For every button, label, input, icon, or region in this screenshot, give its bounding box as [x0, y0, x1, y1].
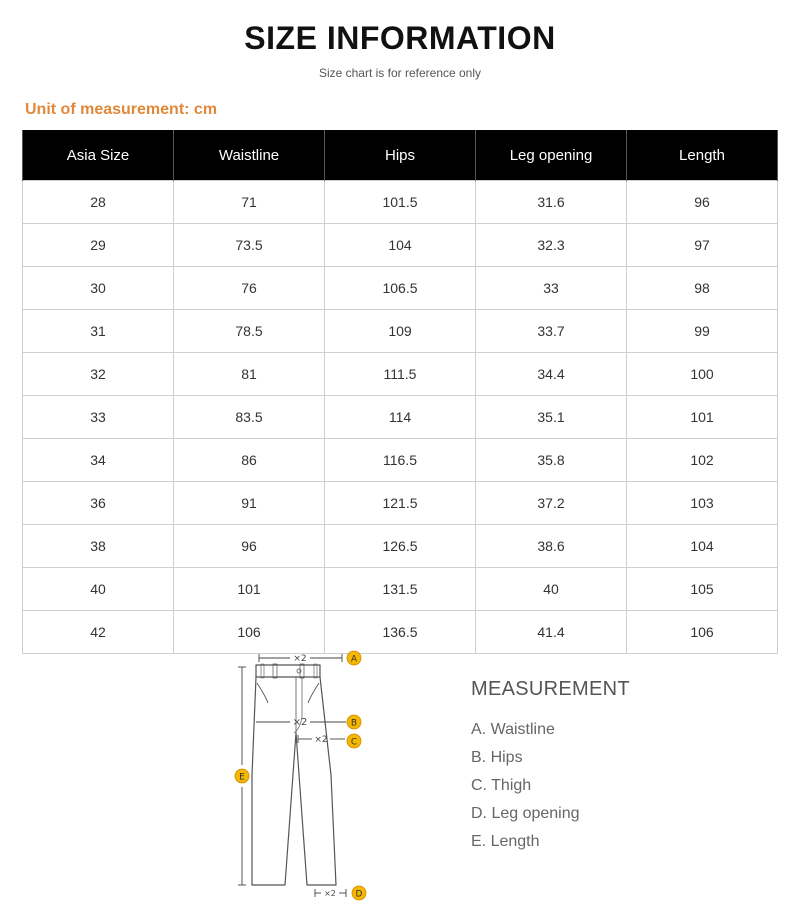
- table-cell: 116.5: [325, 439, 476, 482]
- table-cell: 111.5: [325, 353, 476, 396]
- table-row: [23, 439, 778, 482]
- size-table: [22, 130, 778, 654]
- table-cell: 106.5: [325, 267, 476, 310]
- table-cell: 97: [627, 224, 778, 267]
- table-cell: 33.7: [476, 310, 627, 353]
- list-item: C. Thigh: [471, 777, 532, 794]
- table-cell: 136.5: [325, 611, 476, 654]
- table-cell: 106: [174, 611, 325, 654]
- list-item: B. Hips: [471, 749, 523, 766]
- measurement-title: MEASUREMENT: [471, 678, 630, 700]
- leg-opening-multiplier: ×2: [324, 889, 336, 898]
- marker-b-label: B: [350, 718, 358, 729]
- table-cell: 86: [174, 439, 325, 482]
- table-cell: 98: [627, 267, 778, 310]
- table-cell: 33: [23, 396, 174, 439]
- pants-diagram: [228, 645, 373, 905]
- table-cell: 73.5: [174, 224, 325, 267]
- table-cell: 101: [627, 396, 778, 439]
- table-cell: 32: [23, 353, 174, 396]
- marker-e-label: E: [239, 772, 245, 783]
- waist-multiplier: ×2: [293, 654, 307, 664]
- table-row: [23, 224, 778, 267]
- page-title: SIZE INFORMATION: [244, 20, 556, 56]
- table-cell: 42: [23, 611, 174, 654]
- table-body: [23, 181, 778, 654]
- table-cell: 29: [23, 224, 174, 267]
- table-cell: 38.6: [476, 525, 627, 568]
- table-cell: 104: [325, 224, 476, 267]
- table-cell: 81: [174, 353, 325, 396]
- table-cell: 33: [476, 267, 627, 310]
- table-row: [23, 611, 778, 654]
- table-cell: 40: [23, 568, 174, 611]
- marker-d-label: D: [355, 889, 363, 900]
- table-row: [23, 267, 778, 310]
- table-cell: 38: [23, 525, 174, 568]
- measurement-list: [471, 718, 580, 858]
- marker-c-label: C: [350, 737, 358, 748]
- table-cell: 35.8: [476, 439, 627, 482]
- table-cell: 102: [627, 439, 778, 482]
- table-cell: 31: [23, 310, 174, 353]
- table-cell: 83.5: [174, 396, 325, 439]
- table-cell: 104: [627, 525, 778, 568]
- marker-a-label: A: [350, 654, 358, 665]
- page-subtitle: Size chart is for reference only: [318, 66, 482, 80]
- list-item: D. Leg opening: [471, 805, 580, 822]
- table-row: [23, 525, 778, 568]
- table-header-row: [23, 130, 778, 181]
- table-cell: 96: [627, 181, 778, 224]
- table-cell: 100: [627, 353, 778, 396]
- table-cell: 37.2: [476, 482, 627, 525]
- table-row: [23, 482, 778, 525]
- table-cell: 96: [174, 525, 325, 568]
- column-header: Length: [627, 130, 778, 181]
- list-item: E. Length: [471, 833, 540, 850]
- table-cell: 106: [627, 611, 778, 654]
- table-row: [23, 353, 778, 396]
- table-cell: 114: [325, 396, 476, 439]
- table-cell: 34: [23, 439, 174, 482]
- table-cell: 121.5: [325, 482, 476, 525]
- table-cell: 41.4: [476, 611, 627, 654]
- table-cell: 30: [23, 267, 174, 310]
- table-cell: 101: [174, 568, 325, 611]
- hips-multiplier: ×2: [292, 717, 308, 728]
- column-header: Hips: [325, 130, 476, 181]
- table-cell: 105: [627, 568, 778, 611]
- table-row: [23, 396, 778, 439]
- table-cell: 36: [23, 482, 174, 525]
- table-cell: 103: [627, 482, 778, 525]
- table-row: [23, 568, 778, 611]
- table-cell: 101.5: [325, 181, 476, 224]
- table-cell: 131.5: [325, 568, 476, 611]
- table-cell: 40: [476, 568, 627, 611]
- table-row: [23, 310, 778, 353]
- table-cell: 126.5: [325, 525, 476, 568]
- table-cell: 91: [174, 482, 325, 525]
- table-row: [23, 181, 778, 224]
- pants-icon: [252, 664, 336, 885]
- column-header: Leg opening: [476, 130, 627, 181]
- table-cell: 109: [325, 310, 476, 353]
- table-cell: 32.3: [476, 224, 627, 267]
- table-cell: 78.5: [174, 310, 325, 353]
- unit-label: Unit of measurement: cm: [25, 101, 218, 118]
- thigh-multiplier: ×2: [314, 735, 328, 745]
- column-header: Asia Size: [23, 130, 174, 181]
- table-cell: 31.6: [476, 181, 627, 224]
- column-header: Waistline: [174, 130, 325, 181]
- table-cell: 71: [174, 181, 325, 224]
- table-cell: 35.1: [476, 396, 627, 439]
- table-cell: 99: [627, 310, 778, 353]
- list-item: A. Waistline: [471, 721, 555, 738]
- table-cell: 34.4: [476, 353, 627, 396]
- table-cell: 28: [23, 181, 174, 224]
- table-cell: 76: [174, 267, 325, 310]
